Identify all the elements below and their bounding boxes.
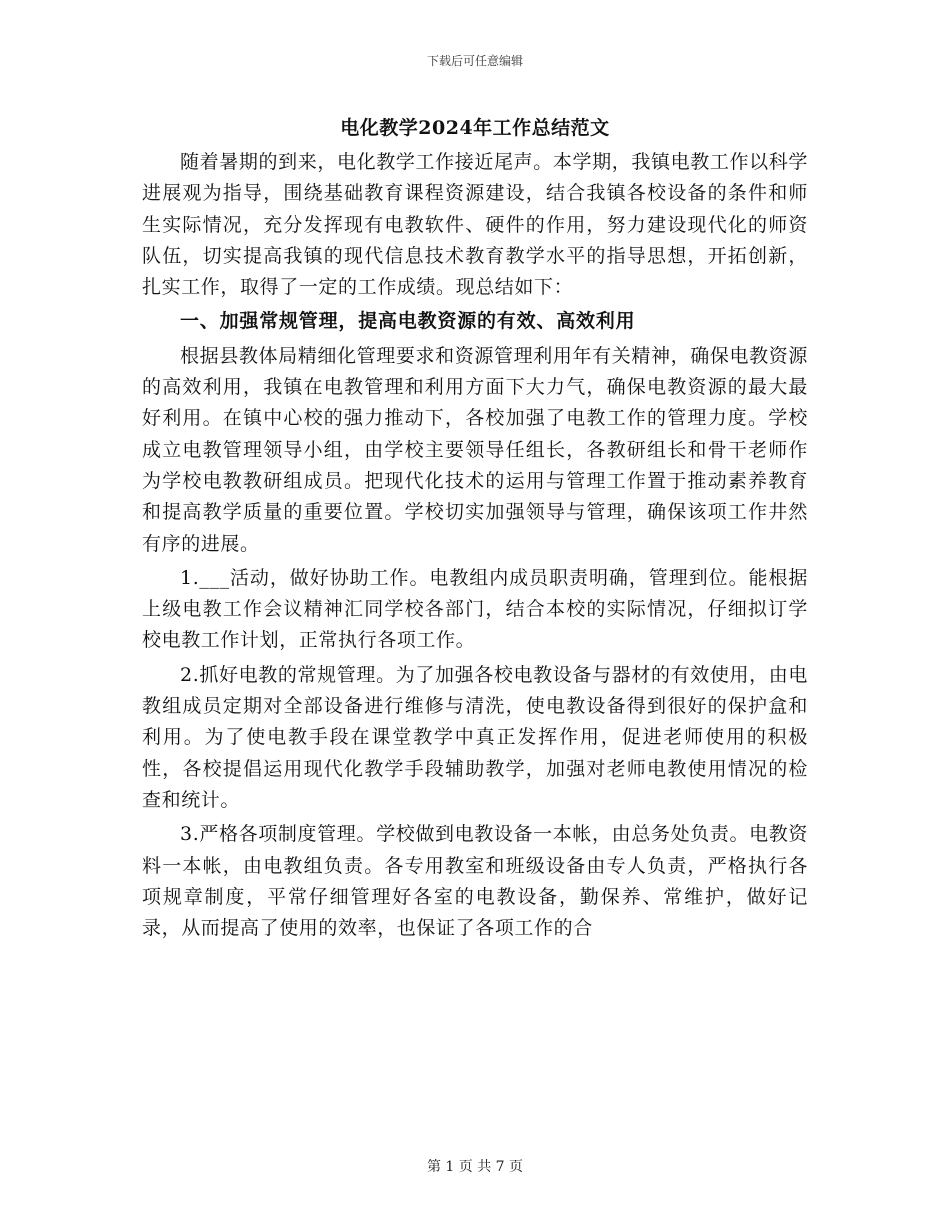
section-heading-1: 一、加强常规管理，提高电教资源的有效、高效利用 [180,310,636,333]
numbered-paragraph-2: 2.抓好电教的常规管理。为了加强各校电教设备与器材的有效使用，由电教组成员定期对全部设备进行维修与清洗，使电教设备得到很好的保护盒和利用。为了使电教手段在课堂教学中真正发挥作用，促进老师使用的积极性，各校提倡运用现代化教学手段辅助教学，加强对老师电教使用情况的检查和统计。 [142,663,808,811]
page-number: 第 1 页 共 7 页 [426,1159,524,1175]
header-note: 下载后可任意编辑 [426,54,523,68]
intro-paragraph: 随着暑期的到来，电化教学工作接近尾声。本学期，我镇电教工作以科学进展观为指导，围绕基础教育课程资源建设，结合我镇各校设备的条件和师生实际情况，充分发挥现有电教软件、硬件的作用，努力建设现代化的师资队伍，切实提高我镇的现代信息技术教育教学水平的指导思想，开拓创新，扎实工作，取得了一定的工作成绩。现总结如下： [142,151,808,299]
document-title: 电化教学2024年工作总结范文 [340,117,610,139]
numbered-paragraph-1: 1.___活动，做好协助工作。电教组内成员职责明确，管理到位。能根据上级电教工作会议精神汇同学校各部门，结合本校的实际情况，仔细拟订学校电教工作计划，正常执行各项工作。 [142,566,808,652]
numbered-paragraph-3: 3.严格各项制度管理。学校做到电教设备一本帐，由总务处负责。电教资料一本帐，由电教组负责。各专用教室和班级设备由专人负责，严格执行各项规章制度，平常仔细管理好各室的电教设备，勤保养、常维护，做好记录，从而提高了使用的效率，也保证了各项工作的合 [142,823,808,940]
document-body [142,147,808,947]
body-paragraph: 根据县教体局精细化管理要求和资源管理利用年有关精神，确保电教资源的高效利用，我镇在电教管理和利用方面下大力气，确保电教资源的最大最好利用。在镇中心校的强力推动下，各校加强了电教工作的管理力度。学校成立电教管理领导小组，由学校主要领导任组长，各教研组长和骨干老师作为学校电教教研组成员。把现代化技术的运用与管理工作置于推动素养教育和提高教学质量的重要位置。学校切实加强领导与管理，确保该项工作井然有序的进展。 [142,344,808,555]
